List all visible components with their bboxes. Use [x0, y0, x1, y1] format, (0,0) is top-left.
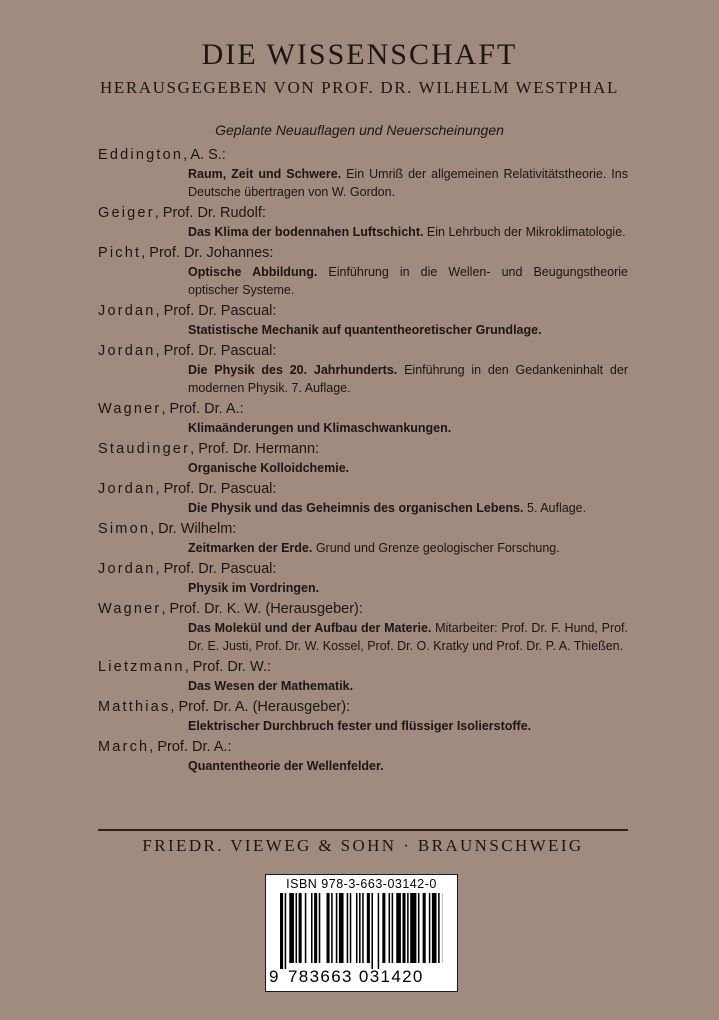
barcode-bar [339, 893, 344, 963]
book-title-line [188, 419, 628, 437]
barcode-bar [396, 893, 401, 963]
book-entry [98, 698, 638, 735]
author-line [98, 520, 638, 539]
book-entry [98, 440, 638, 477]
isbn-barcode [265, 874, 458, 992]
book-entry [98, 400, 638, 437]
author-line [98, 658, 638, 677]
book-subtitle: 5. Auflage. [523, 501, 587, 515]
divider [98, 829, 628, 831]
isbn-label: ISBN 978-3-663-03142-0 [286, 877, 437, 891]
section-heading: Geplante Neuauflagen und Neuerscheinungen [215, 122, 504, 138]
barcode-bars [280, 893, 443, 969]
book-title: Das Wesen der Mathematik. [188, 679, 354, 693]
book-title: Raum, Zeit und Schwere. [188, 167, 342, 181]
author-line [98, 480, 638, 499]
author-surname: Matthias [98, 699, 171, 715]
author-surname: Jordan [98, 561, 156, 577]
barcode-bar [356, 893, 358, 963]
author-line [98, 244, 638, 263]
book-title-line [188, 757, 628, 775]
book-entry [98, 560, 638, 597]
author-line [98, 698, 638, 717]
author-line [98, 400, 638, 419]
book-entry [98, 520, 638, 557]
book-entry [98, 738, 638, 775]
author-details: , Prof. Dr. A.: [161, 401, 244, 417]
author-details: , Prof. Dr. A. (Herausgeber): [170, 699, 351, 715]
author-line [98, 302, 638, 321]
book-title: Optische Abbildung. [188, 265, 318, 279]
author-surname: Staudinger [98, 441, 191, 457]
author-line [98, 342, 638, 361]
book-title-line [188, 165, 628, 201]
book-entry [98, 658, 638, 695]
author-surname: Jordan [98, 481, 156, 497]
book-title-line [188, 579, 628, 597]
author-surname: Wagner [98, 401, 162, 417]
barcode-bar [311, 893, 313, 963]
barcode-bar [285, 893, 287, 969]
barcode-bar [438, 893, 440, 963]
barcode-bar [429, 893, 431, 963]
barcode-bar [289, 893, 294, 963]
barcode-bar [418, 893, 420, 963]
barcode-bar [350, 893, 352, 963]
author-details: , A. S.: [183, 147, 226, 163]
book-subtitle: Mitarbeiter: Prof. Dr. F. Hund, Prof. Dr. E. Justi, Prof. Dr. W. Kossel, Prof. Dr. O. Kratky und Prof. Dr. P. A. Thießen. [188, 621, 629, 653]
author-details: , Dr. Wilhelm: [150, 521, 237, 537]
barcode-bar [362, 893, 364, 963]
author-line [98, 560, 638, 579]
barcode-bar [347, 893, 349, 963]
barcode-digit-groups: 783663 031420 [288, 967, 424, 986]
book-subtitle: Grund und Grenze geologischer Forschung. [312, 541, 560, 555]
author-surname: Picht [98, 245, 142, 261]
book-title: Das Molekül und der Aufbau der Materie. [188, 621, 432, 635]
book-title-line [188, 539, 628, 557]
barcode-bar [331, 893, 333, 963]
author-surname: Jordan [98, 303, 156, 319]
book-title-line [188, 499, 628, 517]
book-title: Die Physik und das Geheimnis des organischen Lebens. [188, 501, 524, 515]
book-title: Die Physik des 20. Jahrhunderts. [188, 363, 398, 377]
barcode-bar [432, 893, 437, 963]
book-title: Elektrischer Durchbruch fester und flüssiger Isolierstoffe. [188, 719, 532, 733]
barcode-bar [423, 893, 426, 963]
book-title: Zeitmarken der Erde. [188, 541, 313, 555]
book-title-line [188, 223, 628, 241]
book-title-line [188, 459, 628, 477]
barcode-bar [378, 893, 380, 969]
author-surname: March [98, 739, 150, 755]
barcode-bar [402, 893, 405, 963]
barcode-bar [410, 893, 416, 963]
author-details: , Prof. Dr. Pascual: [155, 303, 277, 319]
author-surname: Jordan [98, 343, 156, 359]
author-line [98, 738, 638, 757]
author-details: , Prof. Dr. Pascual: [155, 481, 277, 497]
publisher-line: FRIEDR. VIEWEG & SOHN · BRAUNSCHWEIG [142, 836, 584, 855]
author-details: , Prof. Dr. K. W. (Herausgeber): [161, 601, 363, 617]
barcode-bar [359, 893, 361, 963]
author-line [98, 146, 638, 165]
barcode-bar [407, 893, 409, 963]
book-title: Klimaänderungen und Klimaschwankungen. [188, 421, 452, 435]
book-subtitle: Einführung in die Wellen- und Beugungstheorie optischer Systeme. [188, 265, 628, 297]
book-title: Physik im Vordringen. [188, 581, 320, 595]
book-title-line [188, 717, 628, 735]
author-details: , Prof. Dr. Johannes: [141, 245, 274, 261]
book-title-line [188, 361, 628, 397]
book-title: Das Klima der bodennahen Luftschicht. [188, 225, 424, 239]
book-entry [98, 204, 638, 241]
book-entry [98, 302, 638, 339]
author-surname: Lietzmann [98, 659, 185, 675]
barcode-bar [314, 893, 317, 963]
author-details: , Prof. Dr. A.: [149, 739, 232, 755]
book-subtitle: Ein Lehrbuch der Mikroklimatologie. [423, 225, 626, 239]
book-title-line [188, 321, 628, 339]
barcode-bar [336, 893, 338, 963]
barcode-first-digit: 9 [269, 967, 279, 986]
author-surname: Eddington [98, 147, 184, 163]
book-subtitle: Einführung in den Gedankeninhalt der modernen Physik. 7. Auflage. [188, 363, 628, 395]
book-title: Quantentheorie der Wellenfelder. [188, 759, 384, 773]
book-title-line [188, 619, 628, 655]
book-entry [98, 244, 638, 299]
barcode-bar [382, 893, 385, 963]
barcode-bar [296, 893, 298, 963]
author-surname: Wagner [98, 601, 162, 617]
book-title: Organische Kolloidchemie. [188, 461, 350, 475]
barcode-bar [389, 893, 391, 963]
author-line [98, 204, 638, 223]
author-line [98, 600, 638, 619]
barcode-bar [392, 893, 394, 963]
editor-line: HERAUSGEGEBEN VON PROF. DR. WILHELM WESTPHAL [99, 78, 620, 97]
author-details: , Prof. Dr. Pascual: [155, 343, 277, 359]
author-surname: Simon [98, 521, 151, 537]
barcode-bar [299, 893, 302, 963]
author-surname: Geiger [98, 205, 155, 221]
book-title: Statistische Mechanik auf quantentheoretischer Grundlage. [188, 323, 542, 337]
author-details: , Prof. Dr. W.: [184, 659, 271, 675]
author-details: , Prof. Dr. Hermann: [190, 441, 320, 457]
barcode-bar [367, 893, 370, 963]
author-details: , Prof. Dr. Rudolf: [154, 205, 266, 221]
barcode-bar [305, 893, 307, 963]
barcode-bar [319, 893, 321, 963]
book-entry [98, 342, 638, 397]
book-subtitle: Ein Umriß der allgemeinen Relativitätstheorie. Ins Deutsche übertragen von W. Gordon. [188, 167, 628, 199]
book-title-line [188, 263, 628, 299]
book-entry [98, 146, 638, 201]
barcode-bar [280, 893, 283, 969]
author-details: , Prof. Dr. Pascual: [155, 561, 277, 577]
author-line [98, 440, 638, 459]
series-title: DIE WISSENSCHAFT [201, 38, 518, 71]
book-entry [98, 600, 638, 655]
book-list [98, 146, 638, 778]
barcode-bar [371, 893, 373, 969]
book-title-line [188, 677, 628, 695]
book-entry [98, 480, 638, 517]
barcode-bar [327, 893, 330, 963]
